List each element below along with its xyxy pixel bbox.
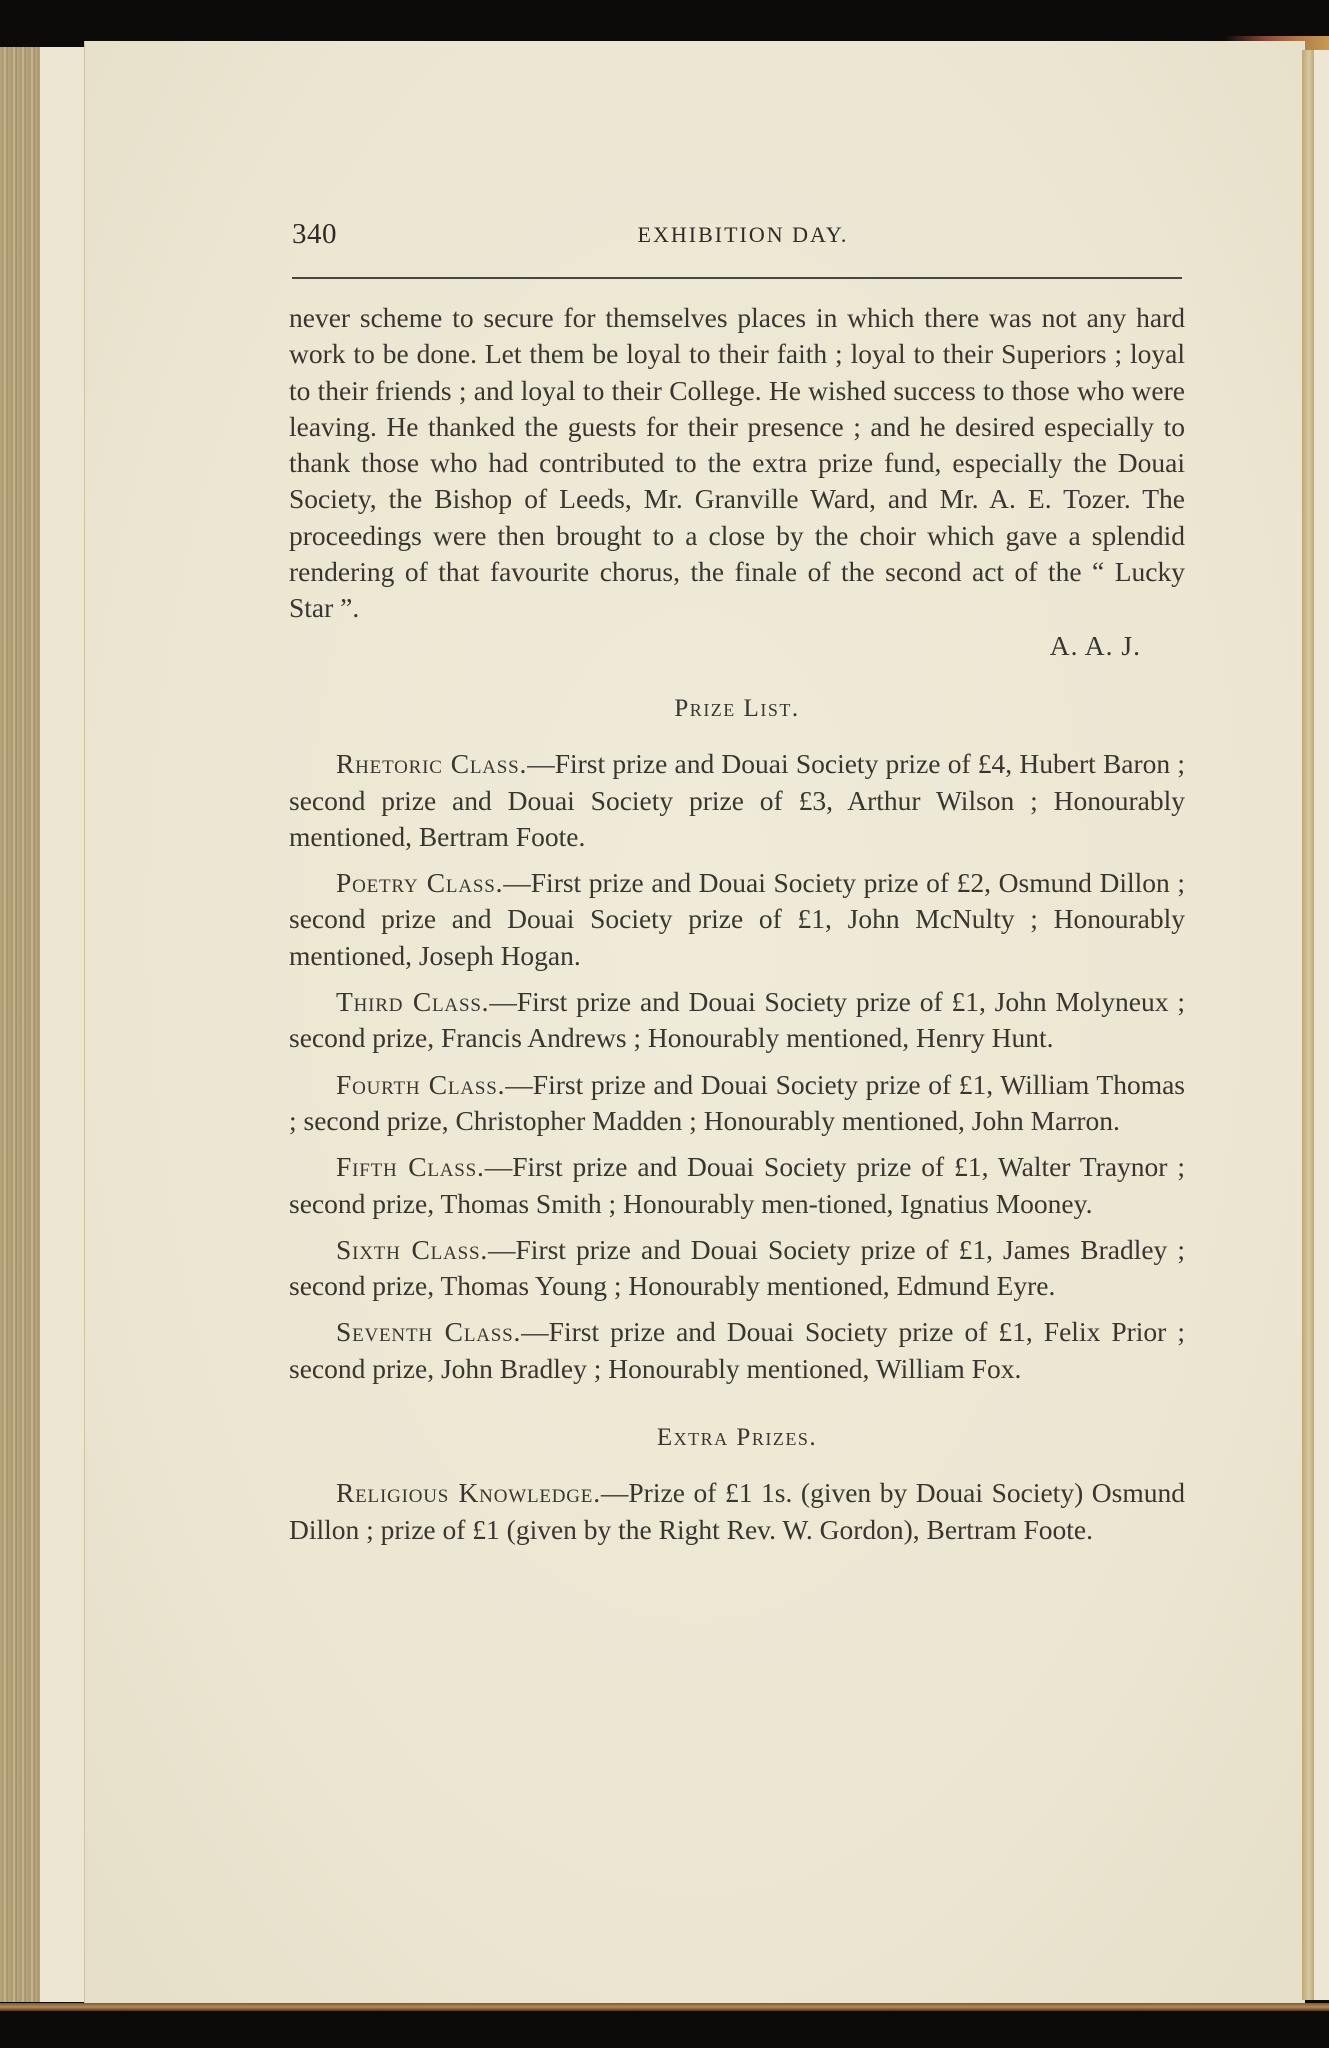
intro-paragraph: never scheme to secure for themselves places in which there was not any hard work to be done. Let them be loyal to their faith ; loyal to their Superiors ; loyal to their friends ; and loyal to their College. He wished success to those who were leaving. He thanked the guests for their presence ; and he desired especially to thank those who had contributed to the extra prize fund, especially the Douai Society, the Bishop of Leeds, Mr. Granville Ward, and Mr. A. E. Tozer. The proceedings were then brought to a close by the choir which gave a splendid rendering of that favourite chorus, the finale of the second act of the “ Lucky Star ”. bbox=[289, 302, 1185, 624]
extra-prize-entry-religious-knowledge bbox=[289, 1475, 1185, 1548]
prize-entry-third bbox=[289, 984, 1185, 1057]
class-name: Poetry Class. bbox=[336, 867, 504, 899]
page-body bbox=[289, 300, 1185, 1548]
entry-text: —First prize and Douai Society prize of £1, Walter Traynor ; second prize, Thomas Smith ; Honourably men-tioned, Ignatius Mooney. bbox=[289, 1151, 1185, 1219]
extra-prizes-heading: Extra Prizes. bbox=[656, 1424, 818, 1452]
class-name: Fifth Class. bbox=[336, 1151, 485, 1183]
class-name: Seventh Class. bbox=[336, 1316, 522, 1348]
prize-list-heading: Prize List. bbox=[674, 694, 800, 722]
entry-text: —First prize and Douai Society prize of £1, Felix Prior ; second prize, John Bradley ; Honourably mentioned, William Fox. bbox=[289, 1316, 1185, 1384]
underlying-page-left bbox=[40, 47, 87, 2002]
entry-text: —First prize and Douai Society prize of £2, Osmund Dillon ; second prize and Douai Society prize of £1, John McNulty ; Honourably mentioned, Joseph Hogan. bbox=[289, 867, 1185, 971]
book-cover-bottom-edge bbox=[0, 2003, 1329, 2011]
entry-text: —First prize and Douai Society prize of £1, John Molyneux ; second prize, Francis Andrews ; Honourably mentioned, Henry Hunt. bbox=[289, 986, 1185, 1054]
prize-entry-poetry bbox=[289, 865, 1185, 974]
entry-text: —Prize of £1 1s. (given by Douai Society) Osmund Dillon ; prize of £1 (given by the Right Rev. W. Gordon), Bertram Foote. bbox=[289, 1477, 1186, 1545]
prize-entry-sixth bbox=[289, 1232, 1185, 1305]
signature: A. A. J. bbox=[1049, 629, 1141, 661]
entry-text: —First prize and Douai Society prize of £1, William Thomas ; second prize, Christopher Madden ; Honourably mentioned, John Marron. bbox=[289, 1068, 1185, 1136]
running-title: EXHIBITION DAY. bbox=[637, 222, 849, 247]
header-rule bbox=[292, 277, 1182, 279]
page-number: 340 bbox=[292, 218, 337, 250]
prize-entry-rhetoric bbox=[289, 746, 1185, 855]
class-name: Religious Knowledge. bbox=[336, 1477, 601, 1509]
class-name: Third Class. bbox=[336, 986, 490, 1018]
entry-text: —First prize and Douai Society prize of £4, Hubert Baron ; second prize and Douai Society prize of £3, Arthur Wilson ; Honourably mentioned, Bertram Foote. bbox=[289, 748, 1185, 852]
prize-entry-fourth bbox=[289, 1067, 1185, 1140]
class-name: Rhetoric Class. bbox=[336, 748, 528, 780]
class-name: Fourth Class. bbox=[336, 1068, 506, 1100]
prize-entry-seventh bbox=[289, 1314, 1185, 1387]
entry-text: —First prize and Douai Society prize of £1, James Bradley ; second prize, Thomas Young ; Honourably mentioned, Edmund Eyre. bbox=[289, 1233, 1186, 1302]
class-name: Sixth Class. bbox=[336, 1233, 489, 1265]
running-head bbox=[292, 218, 1184, 254]
prize-entry-fifth bbox=[289, 1149, 1185, 1222]
book-page-stack-left bbox=[0, 47, 42, 2002]
underlying-page-right bbox=[1314, 50, 1329, 2000]
